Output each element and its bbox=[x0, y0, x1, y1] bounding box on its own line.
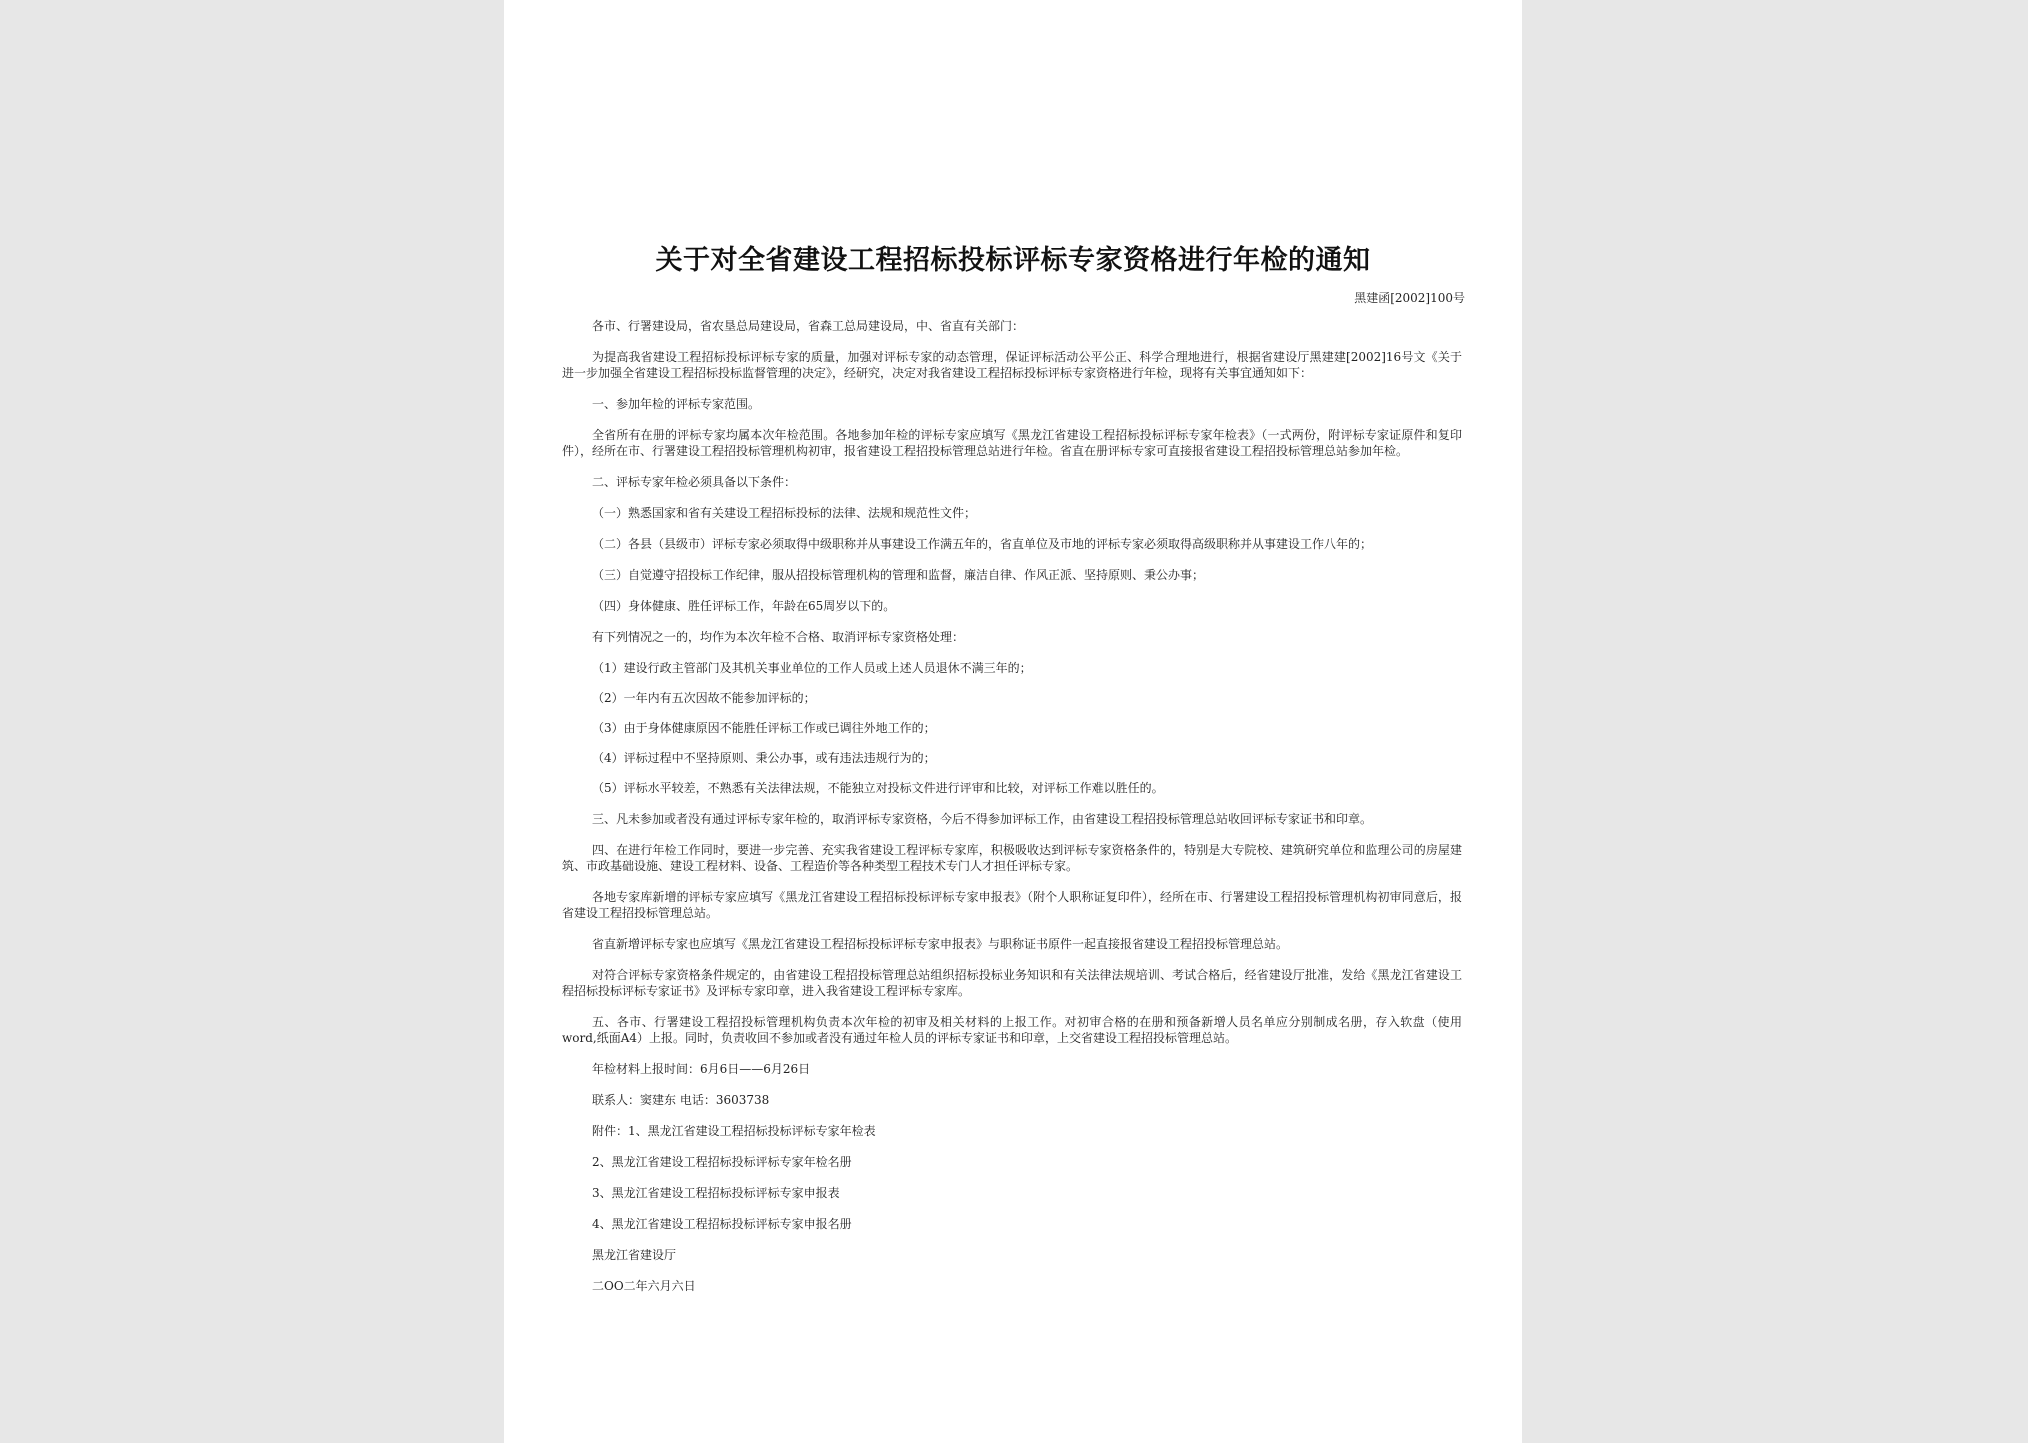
document-title: 关于对全省建设工程招标投标评标专家资格进行年检的通知 bbox=[655, 245, 1371, 276]
paragraph: 为提高我省建设工程招标投标评标专家的质量，加强对评标专家的动态管理，保证评标活动公平公正、科学合理地进行，根据省建设厅黑建建[2002]16号文《关于进一步加强全省建设工程招标投标监督管理的决定》，经研究，决定对我省建设工程招标投标评标专家资格进行年检，现将有关事宜通知如下： bbox=[562, 350, 1462, 380]
paragraph: 各地专家库新增的评标专家应填写《黑龙江省建设工程招标投标评标专家申报表》（附个人职称证复印件），经所在市、行署建设工程招投标管理机构初审同意后，报省建设工程招投标管理总站。 bbox=[562, 890, 1462, 920]
addressee: 各市、行署建设局，省农垦总局建设局，省森工总局建设局，中、省直有关部门： bbox=[592, 319, 1025, 333]
paragraph: 省直新增评标专家也应填写《黑龙江省建设工程招标投标评标专家申报表》与职称证书原件一起直接报省建设工程招投标管理总站。 bbox=[592, 937, 1289, 951]
document-page bbox=[504, 0, 1522, 1443]
disqualify-item: （3）由于身体健康原因不能胜任评标工作或已调往外地工作的； bbox=[592, 721, 936, 735]
attachment-item: 3、黑龙江省建设工程招标投标评标专家申报表 bbox=[592, 1186, 840, 1200]
disqualify-item: （1）建设行政主管部门及其机关事业单位的工作人员或上述人员退休不满三年的； bbox=[592, 661, 1032, 675]
section-heading: 五、各市、行署建设工程招投标管理机构负责本次年检的初审及相关材料的上报工作。对初审合格的在册和预备新增人员名单应分别制成名册，存入软盘（使用word,纸面A4）上报。同时，负责收回不参加或者没有通过年检人员的评标专家证书和印章，上交省建设工程招投标管理总站。 bbox=[562, 1015, 1462, 1045]
section-heading: 三、凡未参加或者没有通过评标专家年检的，取消评标专家资格，今后不得参加评标工作，由省建设工程招投标管理总站收回评标专家证书和印章。 bbox=[592, 812, 1373, 826]
section-heading: 四、在进行年检工作同时，要进一步完善、充实我省建设工程评标专家库，积极吸收达到评标专家资格条件的，特别是大专院校、建筑研究单位和监理公司的房屋建筑、市政基础设施、建设工程材料、设备、工程造价等各种类型工程技术专门人才担任评标专家。 bbox=[562, 843, 1462, 873]
paragraph: 有下列情况之一的，均作为本次年检不合格、取消评标专家资格处理： bbox=[592, 630, 965, 644]
attachment-item: 2、黑龙江省建设工程招标投标评标专家年检名册 bbox=[592, 1155, 852, 1169]
paragraph: 对符合评标专家资格条件规定的，由省建设工程招投标管理总站组织招标投标业务知识和有关法律法规培训、考试合格后，经省建设厅批准，发给《黑龙江省建设工程招标投标评标专家证书》及评标专家印章，进入我省建设工程评标专家库。 bbox=[562, 968, 1462, 998]
condition-item: （四）身体健康、胜任评标工作，年龄在65周岁以下的。 bbox=[592, 599, 896, 613]
disqualify-item: （4）评标过程中不坚持原则、秉公办事，或有违法违规行为的； bbox=[592, 751, 936, 765]
paragraph: 全省所有在册的评标专家均属本次年检范围。各地参加年检的评标专家应填写《黑龙江省建设工程招标投标评标专家年检表》（一式两份，附评标专家证原件和复印件），经所在市、行署建设工程招投标管理机构初审，报省建设工程招投标管理总站进行年检。省直在册评标专家可直接报省建设工程招投标管理总站参加年检。 bbox=[562, 428, 1462, 458]
disqualify-item: （2）一年内有五次因故不能参加评标的； bbox=[592, 691, 816, 705]
condition-item: （一）熟悉国家和省有关建设工程招标投标的法律、法规和规范性文件； bbox=[592, 506, 977, 520]
issue-date: 二OO二年六月六日 bbox=[592, 1279, 696, 1293]
condition-item: （二）各县（县级市）评标专家必须取得中级职称并从事建设工作满五年的，省直单位及市地的评标专家必须取得高级职称并从事建设工作八年的； bbox=[592, 537, 1373, 551]
contact-info: 联系人：窦建东 电话：3603738 bbox=[592, 1093, 770, 1107]
submission-time: 年检材料上报时间：6月6日——6月26日 bbox=[592, 1062, 811, 1076]
attachment-item: 附件：1、黑龙江省建设工程招标投标评标专家年检表 bbox=[592, 1124, 876, 1138]
document-number: 黑建函[2002]100号 bbox=[1354, 291, 1465, 305]
attachment-item: 4、黑龙江省建设工程招标投标评标专家申报名册 bbox=[592, 1217, 852, 1231]
disqualify-item: （5）评标水平较差，不熟悉有关法律法规，不能独立对投标文件进行评审和比较，对评标工作难以胜任的。 bbox=[592, 781, 1164, 795]
condition-item: （三）自觉遵守招投标工作纪律，服从招投标管理机构的管理和监督，廉洁自律、作风正派、坚持原则、秉公办事； bbox=[592, 568, 1205, 582]
issuer: 黑龙江省建设厅 bbox=[592, 1248, 677, 1262]
section-heading: 一、参加年检的评标专家范围。 bbox=[592, 397, 761, 411]
document-body bbox=[562, 318, 1462, 1309]
section-heading: 二、评标专家年检必须具备以下条件： bbox=[592, 475, 797, 489]
